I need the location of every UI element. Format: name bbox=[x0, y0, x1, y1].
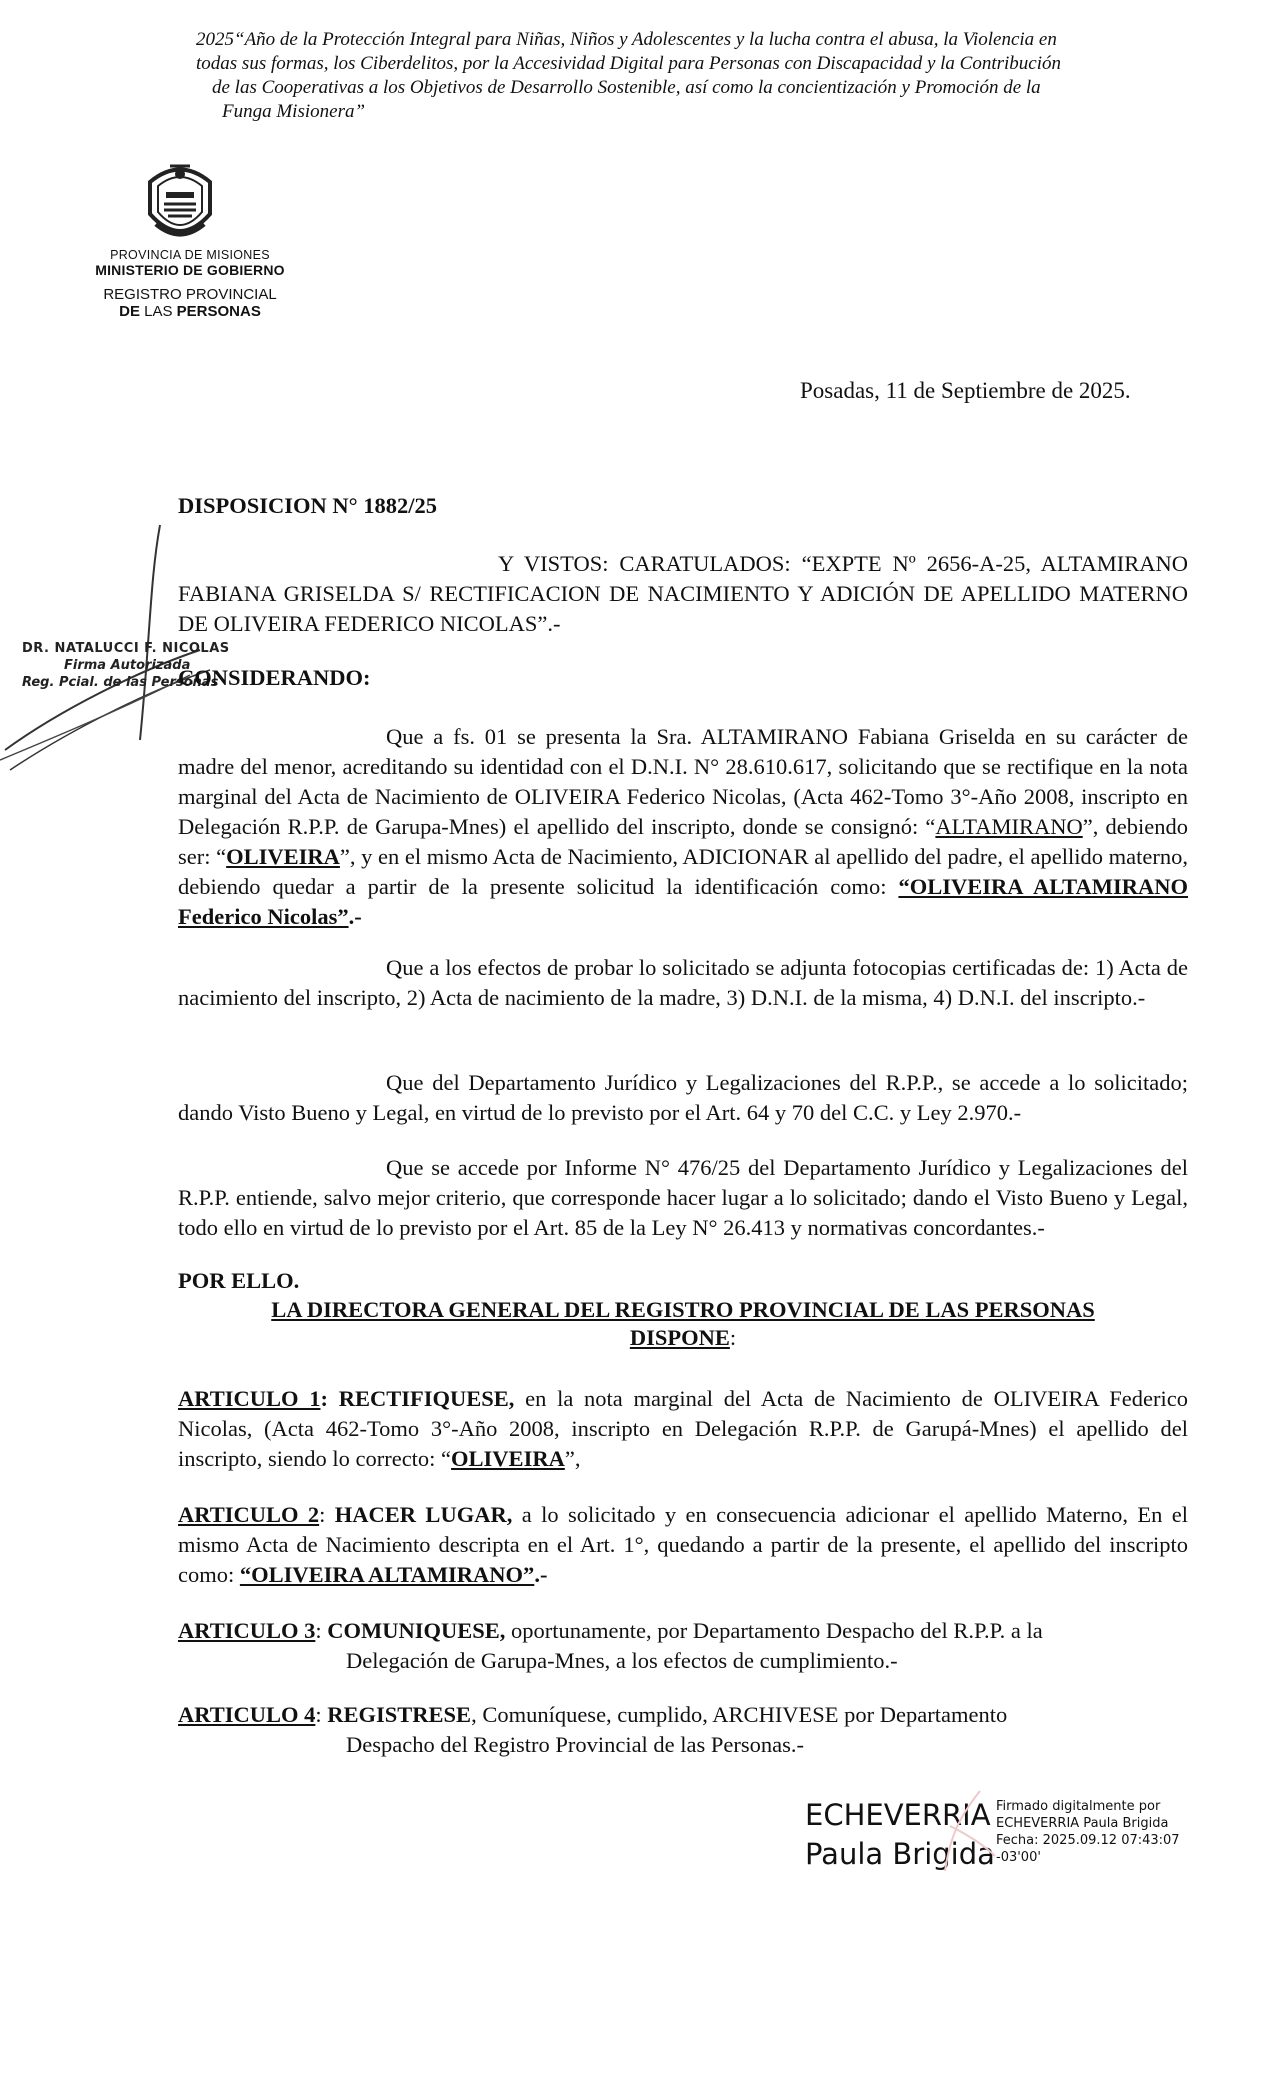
header-motto bbox=[196, 28, 1186, 124]
vistos-text: Y VISTOS: CARATULADOS: “EXPTE Nº 2656-A-25, ALTAMIRANO FABIANA GRISELDA S/ RECTIFICACION DE NACIMIENTO Y ADICIÓN DE APELLIDO MATERNO DE OLIVEIRA FEDERICO NICOLAS”.- bbox=[178, 551, 1188, 636]
dispone: DISPONE bbox=[629, 1325, 730, 1350]
motto-line: Funga Misionera” bbox=[222, 101, 366, 122]
articulo-2-label: ARTICULO 2 bbox=[178, 1502, 320, 1527]
considerando-paragraph-3 bbox=[178, 1068, 1188, 1128]
articulo-2-end: .- bbox=[534, 1562, 548, 1587]
provincial-seal-icon bbox=[140, 152, 220, 252]
stamp-role: Firma Autorizada bbox=[64, 658, 191, 673]
inst-de: DE bbox=[119, 303, 140, 320]
considerando-paragraph-2 bbox=[178, 953, 1188, 1013]
p1-altamirano: ALTAMIRANO bbox=[935, 814, 1083, 839]
directora-heading bbox=[178, 1296, 1188, 1352]
p1-e: ”, y en el mismo Acta de Nacimiento, ADICIONAR al apellido del padre, el apellido materno, debiendo quedar a partir de la presente solicitud la identificación como: bbox=[178, 844, 1188, 899]
motto-line: 2025“Año de la Protección Integral para Niñas, Niños y Adolescentes y la lucha contra el abusa, la Violencia en bbox=[196, 29, 1057, 50]
directora-line1: LA DIRECTORA GENERAL DEL REGISTRO PROVINCIAL DE LAS PERSONAS bbox=[271, 1297, 1095, 1322]
articulo-2-verb: HACER LUGAR, bbox=[334, 1502, 513, 1527]
articulo-1-end: ”, bbox=[564, 1446, 581, 1471]
institution-registry-line2 bbox=[60, 303, 320, 320]
institution-registry: REGISTRO PROVINCIAL bbox=[103, 286, 277, 303]
por-ello: POR ELLO. bbox=[178, 1268, 300, 1293]
articulo-3 bbox=[178, 1616, 1188, 1676]
signature-meta-3: Fecha: 2025.09.12 07:43:07 bbox=[996, 1833, 1180, 1848]
p2-text: Que a los efectos de probar lo solicitado se adjunta fotocopias certificadas de: 1) Acta de nacimiento del inscripto, 2) Acta de nacimiento de la madre, 3) D.N.I. de la misma, 4) D.N.I. del inscripto.- bbox=[178, 955, 1188, 1010]
articulo-2-body: a lo solicitado y en consecuencia adicionar el apellido Materno, En el mismo Acta de Nacimiento descripta en el Art. 1°, quedando a partir de la presente, el apellido del inscripto como: bbox=[178, 1502, 1188, 1587]
p1-text bbox=[178, 722, 1188, 932]
articulo-3-line1 bbox=[178, 1616, 1188, 1646]
stamp-office: Reg. Pcial. de las Personas bbox=[22, 675, 219, 690]
articulo-3-label: ARTICULO 3 bbox=[178, 1618, 316, 1643]
articulo-1-oliveira: OLIVEIRA bbox=[451, 1446, 565, 1471]
articulo-4 bbox=[178, 1700, 1188, 1760]
inst-personas: PERSONAS bbox=[176, 303, 261, 320]
institution-province: PROVINCIA DE MISIONES bbox=[110, 248, 270, 262]
articulo-4-line1 bbox=[178, 1700, 1188, 1730]
stamp-name: DR. NATALUCCI F. NICOLAS bbox=[22, 641, 230, 656]
articulo-2 bbox=[178, 1500, 1188, 1590]
institution-ministry: MINISTERIO DE GOBIERNO bbox=[95, 262, 285, 278]
articulo-3-body: oportunamente, por Departamento Despacho del R.P.P. a la bbox=[505, 1618, 1043, 1643]
institution-block bbox=[60, 248, 320, 320]
articulo-1-sep: : bbox=[320, 1386, 339, 1411]
articulo-1-label: ARTICULO 1 bbox=[178, 1386, 321, 1411]
p4-text: Que se accede por Informe N° 476/25 del Departamento Jurídico y Legalizaciones del R.P.P. entiende, salvo mejor criterio, que corresponde hacer lugar a lo solicitado; dando el Visto Bueno y Legal, todo ello en virtud de lo previsto por el Art. 85 de la Ley N° 26.413 y normativas concordantes.- bbox=[178, 1155, 1188, 1240]
articulo-2-sep: : bbox=[319, 1502, 335, 1527]
p1-oliveira: OLIVEIRA bbox=[226, 844, 340, 869]
articulo-1 bbox=[178, 1384, 1188, 1474]
articulo-1-text bbox=[178, 1384, 1188, 1474]
p1-c: ”, debiendo ser: “ bbox=[178, 814, 1188, 869]
articulo-4-verb: REGISTRESE bbox=[327, 1702, 472, 1727]
inst-las: LAS bbox=[139, 303, 177, 320]
motto-line: todas sus formas, los Ciberdelitos, por la Accesividad Digital para Personas con Discapacidad y la Contribución bbox=[196, 53, 1062, 74]
document-date: Posadas, 11 de Septiembre de 2025. bbox=[800, 378, 1131, 403]
articulo-3-verb: COMUNIQUESE, bbox=[327, 1618, 506, 1643]
p3-text: Que del Departamento Jurídico y Legalizaciones del R.P.P., se accede a lo solicitado; dando Visto Bueno y Legal, en virtud de lo previsto por el Art. 64 y 70 del C.C. y Ley 2.970.- bbox=[178, 1070, 1188, 1125]
dispone-colon: : bbox=[729, 1325, 737, 1350]
signature-mark-icon bbox=[940, 1786, 1000, 1876]
signature-meta-1: Firmado digitalmente por bbox=[996, 1799, 1161, 1814]
articulo-4-label: ARTICULO 4 bbox=[178, 1702, 316, 1727]
considerando-paragraph-1 bbox=[178, 722, 1188, 932]
articulo-4-sep: : bbox=[315, 1702, 328, 1727]
articulo-4-line2: Despacho del Registro Provincial de las Personas.- bbox=[346, 1732, 805, 1757]
motto-line: de las Cooperativas a los Objetivos de Desarrollo Sostenible, así como la concientización y Promoción de la bbox=[212, 77, 1041, 98]
directora-line2 bbox=[178, 1324, 1188, 1352]
considerando-paragraph-4 bbox=[178, 1153, 1188, 1243]
digital-signature-meta bbox=[996, 1798, 1180, 1866]
articulo-2-text bbox=[178, 1500, 1188, 1590]
articulo-4-body: , Comuníquese, cumplido, ARCHIVESE por Departamento bbox=[471, 1702, 1008, 1727]
articulo-1-verb: RECTIFIQUESE, bbox=[338, 1386, 515, 1411]
signature-meta-2: ECHEVERRIA Paula Brigida bbox=[996, 1816, 1169, 1831]
vistos-paragraph bbox=[178, 549, 1188, 639]
articulo-3-line2: Delegación de Garupa-Mnes, a los efectos de cumplimiento.- bbox=[346, 1648, 898, 1673]
articulo-1-body: en la nota marginal del Acta de Nacimiento de OLIVEIRA Federico Nicolas, (Acta 462-Tomo 3°-Año 2008, inscripto en Delegación R.P.P. de Garupá-Mnes) el apellido del inscripto, siendo lo correcto: “ bbox=[178, 1386, 1189, 1471]
considerando-heading: CONSIDERANDO: bbox=[178, 665, 371, 690]
articulo-2-name: “OLIVEIRA ALTAMIRANO” bbox=[239, 1562, 535, 1587]
p1-a: Que a fs. 01 se presenta la Sra. ALTAMIRANO Fabiana Griselda en su carácter de madre del menor, acreditando su identidad con el D.N.I. N° 28.610.617, solicitando que se rectifique en la nota marginal del Acta de Nacimiento de OLIVEIRA Federico Nicolas, (Acta 462-Tomo 3°-Año 2008, inscripto en Delegación R.P.P. de Garupa-Mnes) el apellido del inscripto, donde se consignó: “ bbox=[178, 724, 1188, 839]
signature-given-name: Paula Brigida bbox=[805, 1837, 995, 1871]
disposition-title: DISPOSICION N° 1882/25 bbox=[178, 493, 438, 518]
p1-full-name: “OLIVEIRA ALTAMIRANO Federico Nicolas” bbox=[178, 874, 1188, 929]
signature-surname: ECHEVERRIA bbox=[805, 1798, 991, 1832]
signature-meta-4: -03'00' bbox=[996, 1850, 1041, 1865]
p1-g: .- bbox=[348, 904, 362, 929]
articulo-3-sep: : bbox=[315, 1618, 328, 1643]
